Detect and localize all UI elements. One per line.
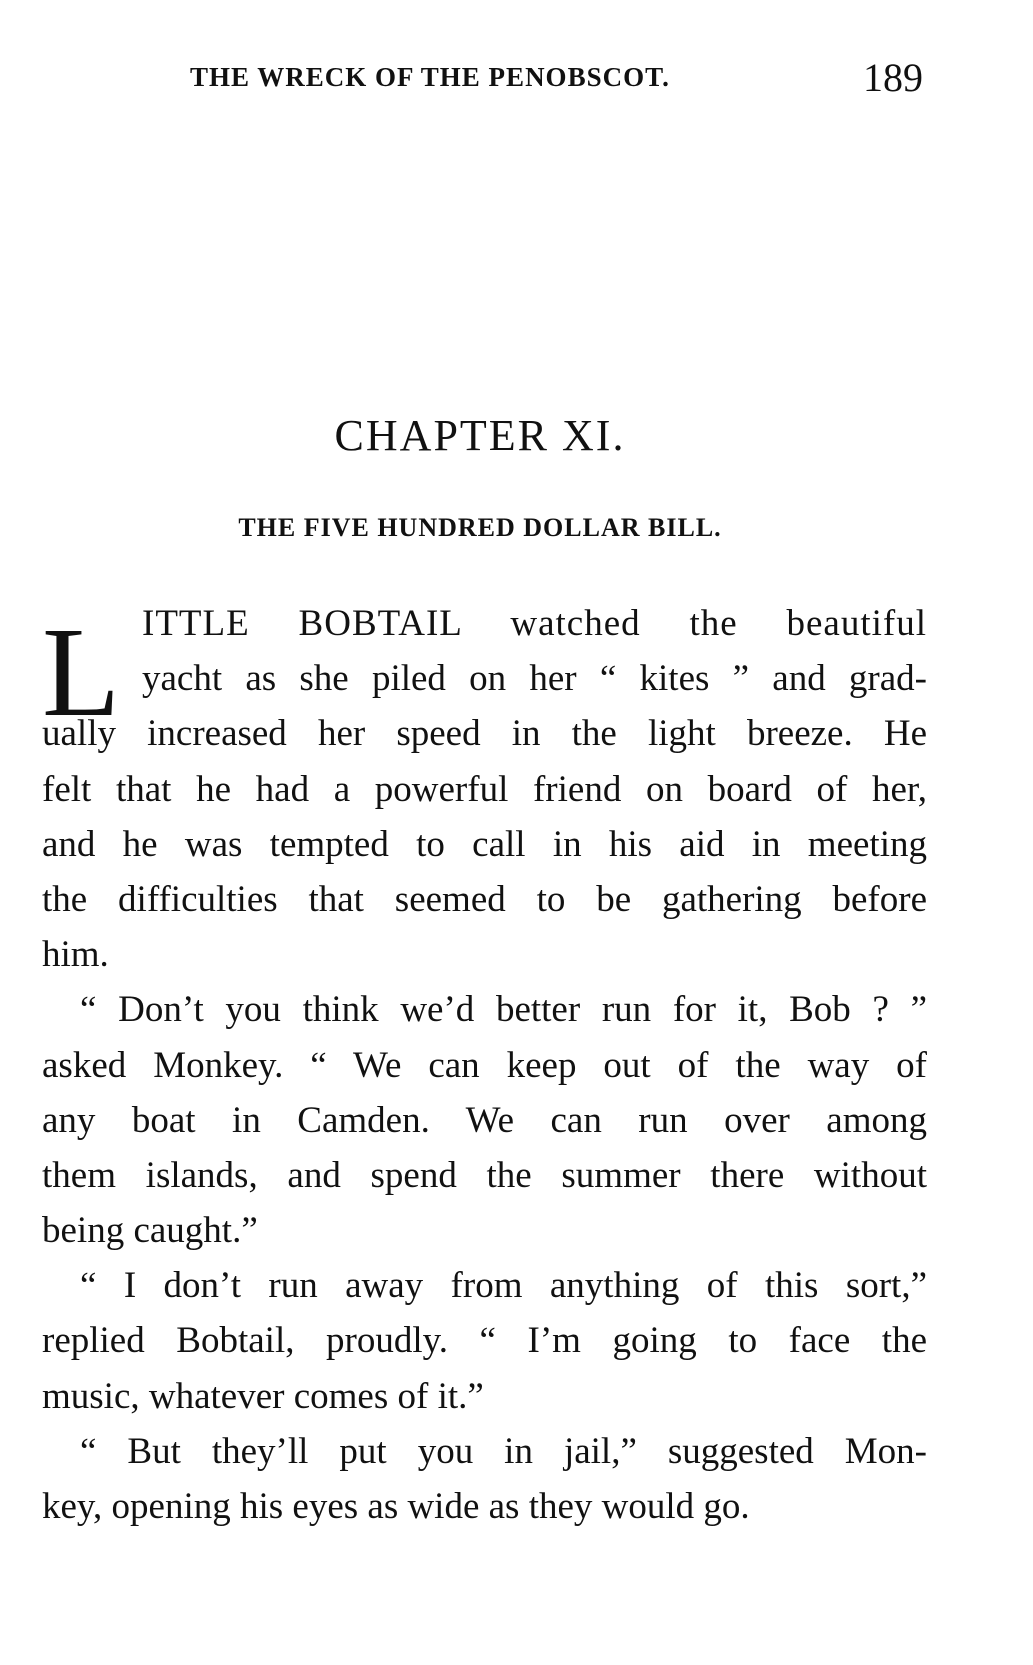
running-head: THE WRECK OF THE PENOBSCOT. xyxy=(190,62,670,92)
chapter-subtitle: THE FIVE HUNDRED DOLLAR BILL. xyxy=(238,513,722,542)
text-line: “ But they’ll put you in jail,” suggested Mon- xyxy=(80,1430,927,1472)
text-line: him. xyxy=(42,934,109,976)
text-line: yacht as she piled on her “ kites ” and grad- xyxy=(142,658,927,700)
text-line: felt that he had a powerful friend on board of her, xyxy=(42,768,927,810)
text-line: the difficulties that seemed to be gathering before xyxy=(42,878,927,920)
page-number: 189 xyxy=(863,55,923,100)
text-line: them islands, and spend the summer there without xyxy=(42,1154,927,1196)
text-line: any boat in Camden. We can run over among xyxy=(42,1099,927,1141)
body-text xyxy=(42,596,927,1534)
text-line: asked Monkey. “ We can keep out of the way of xyxy=(42,1044,927,1086)
text-line: ually increased her speed in the light breeze. He xyxy=(42,713,927,755)
text-line: “ I don’t run away from anything of this sort,” xyxy=(80,1265,927,1307)
chapter-title: CHAPTER XI. xyxy=(334,411,626,460)
drop-cap: L xyxy=(42,601,121,743)
text-line: “ Don’t you think we’d better run for it, Bob ? ” xyxy=(80,989,927,1031)
text-line: and he was tempted to call in his aid in meeting xyxy=(42,823,927,865)
text-line: ITTLE BOBTAIL watched the beautiful xyxy=(142,603,927,644)
text-line: replied Bobtail, proudly. “ I’m going to face the xyxy=(42,1320,927,1362)
text-line: music, whatever comes of it.” xyxy=(42,1375,484,1417)
text-line: key, opening his eyes as wide as they would go. xyxy=(42,1486,750,1527)
text-line: being caught.” xyxy=(42,1210,258,1252)
